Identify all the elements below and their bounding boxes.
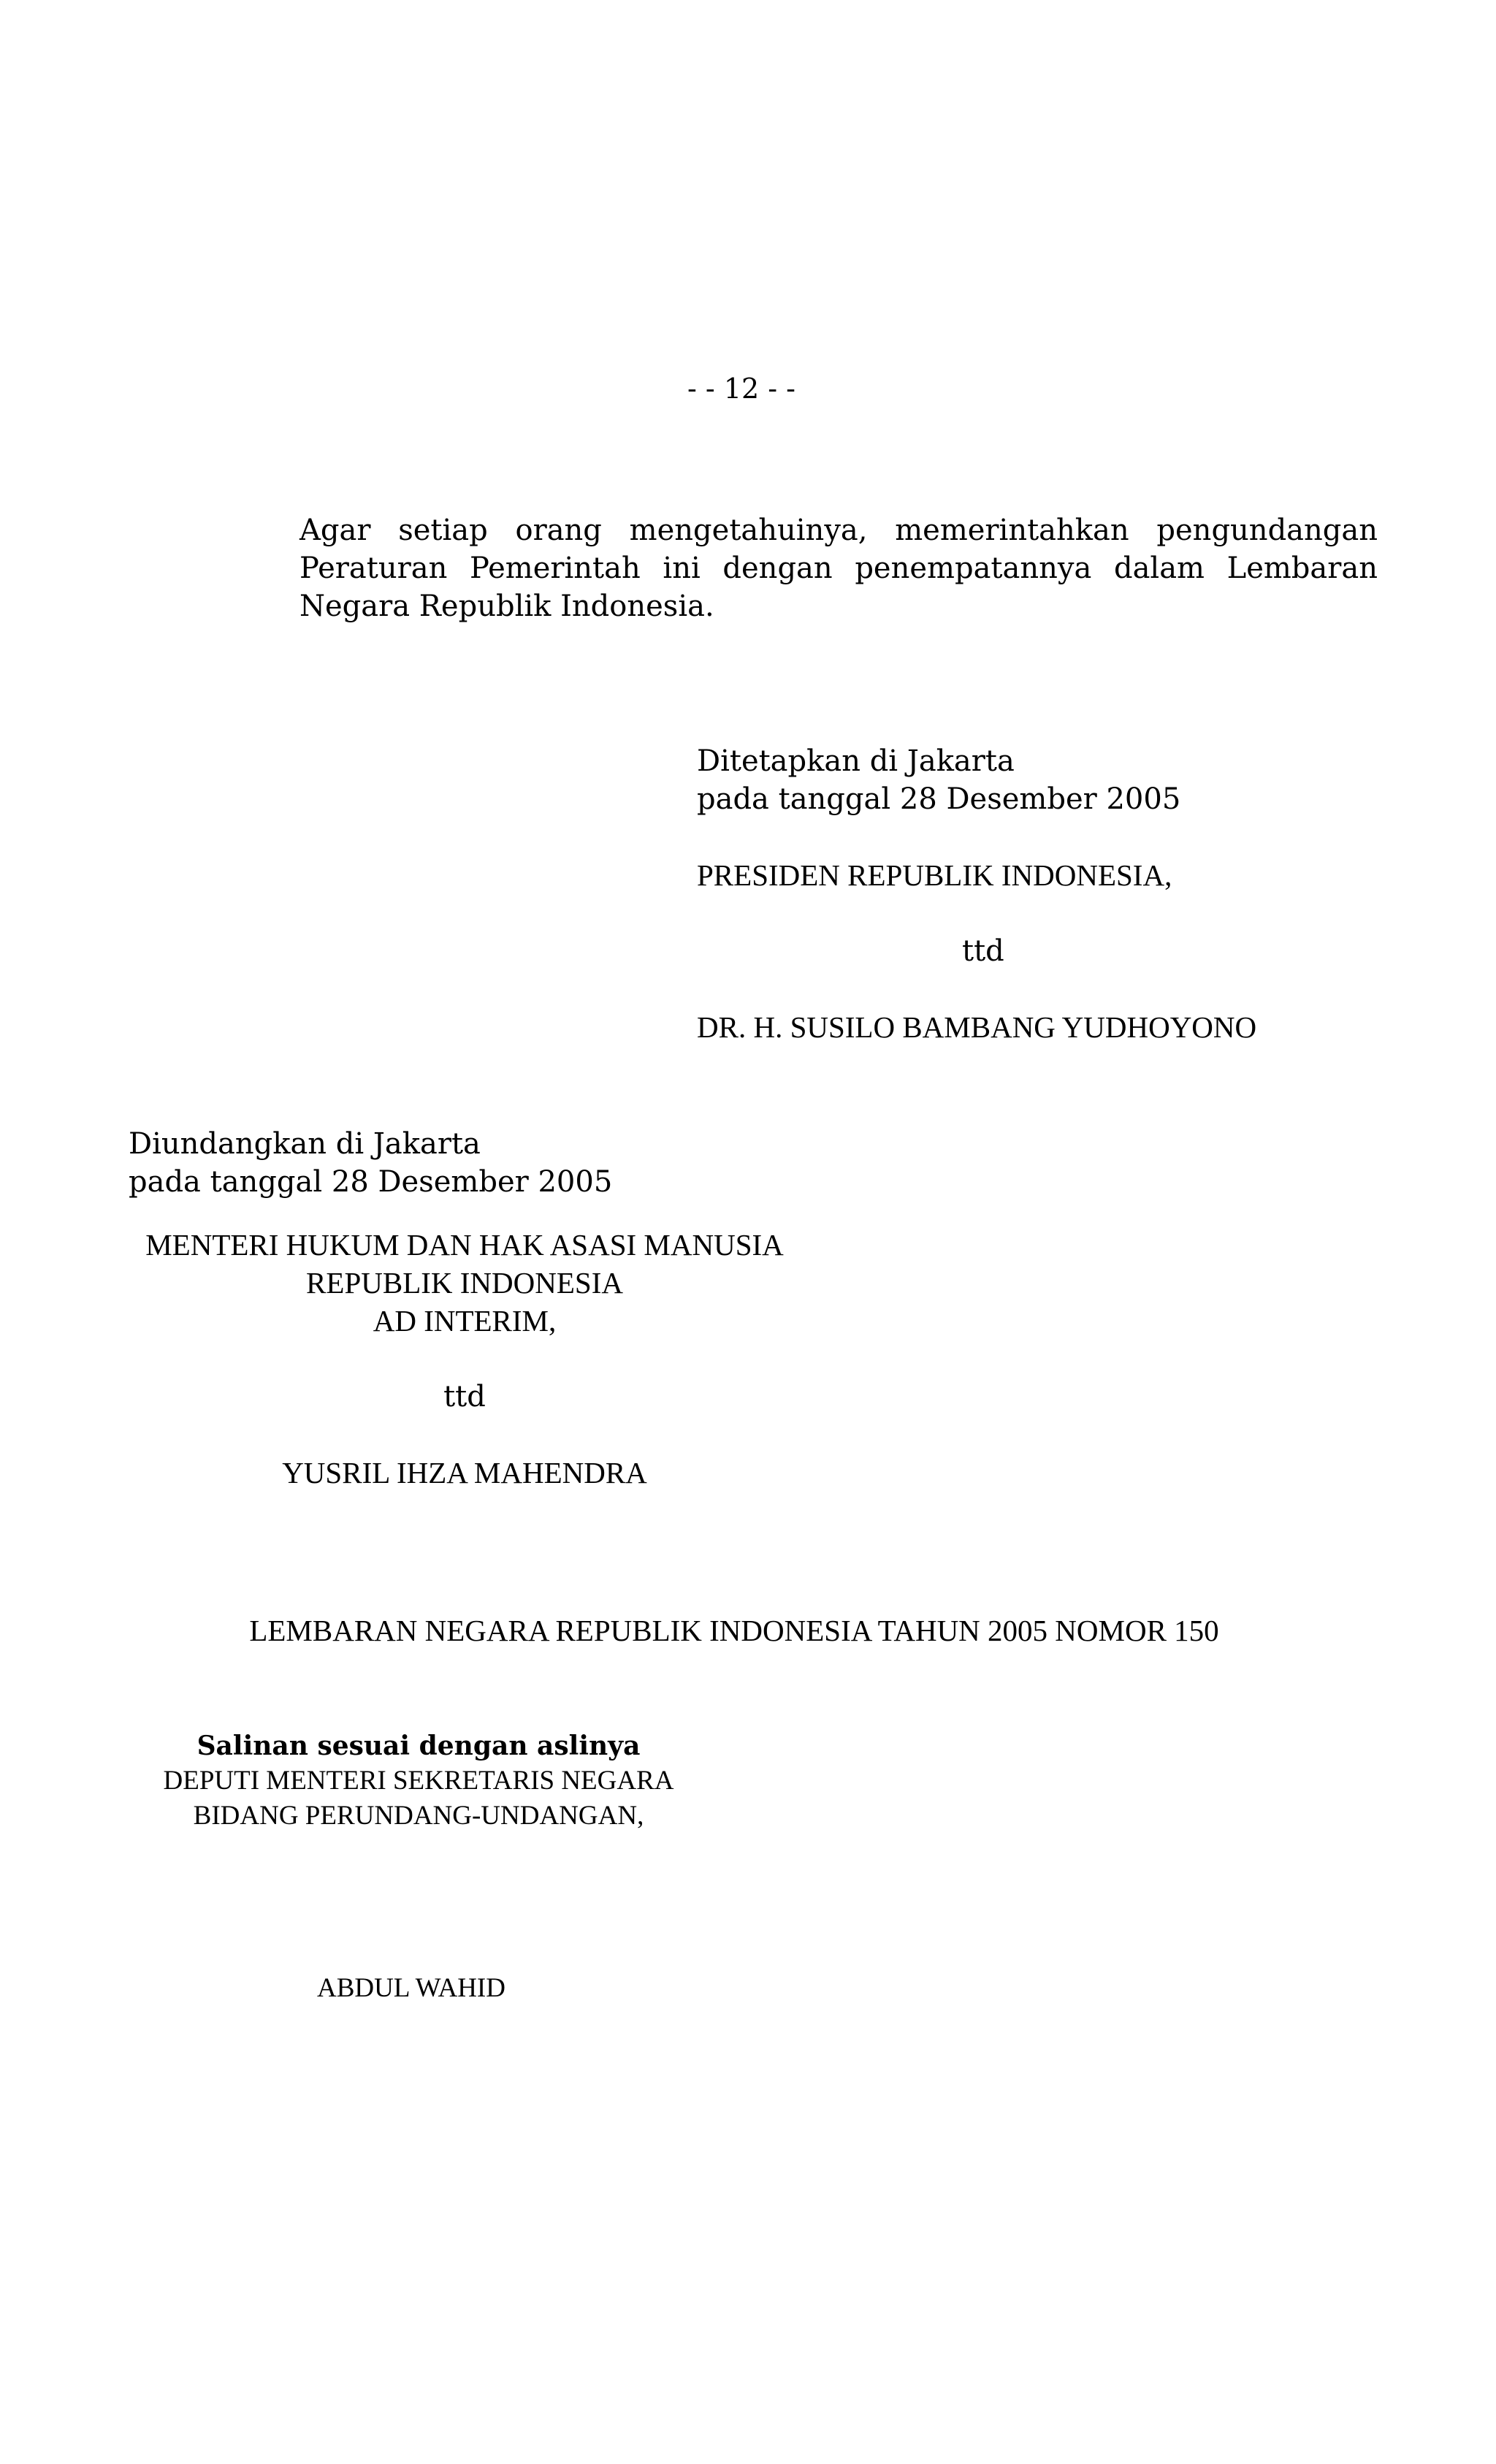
minister-office-line: MENTERI HUKUM DAN HAK ASASI MANUSIA [145, 1228, 784, 1262]
minister-signed-mark: ttd [443, 1380, 486, 1414]
president-office: PRESIDEN REPUBLIK INDONESIA, [697, 858, 1172, 892]
enactment-place: Ditetapkan di Jakarta [697, 744, 1015, 778]
closing-paragraph-line: Negara Republik Indonesia. [299, 590, 714, 623]
deputy-name: ABDUL WAHID [317, 1973, 505, 2003]
enactment-date: pada tanggal 28 Desember 2005 [697, 782, 1181, 816]
certified-copy-block [137, 1728, 700, 1834]
promulgation-place: Diundangkan di Jakarta [129, 1127, 481, 1161]
page-number: - - 12 - - [687, 373, 796, 405]
closing-paragraph [299, 511, 1378, 625]
minister-office-line: REPUBLIK INDONESIA [306, 1266, 623, 1300]
minister-office-line: AD INTERIM, [373, 1304, 557, 1338]
deputy-office-line: BIDANG PERUNDANG-UNDANGAN, [193, 1801, 644, 1831]
minister-name: YUSRIL IHZA MAHENDRA [282, 1456, 647, 1490]
president-name: DR. H. SUSILO BAMBANG YUDHOYONO [697, 1010, 1257, 1044]
closing-paragraph-line: Peraturan Pemerintah ini dengan penempatannya dalam Lembaran [299, 552, 1378, 585]
state-gazette-reference: LEMBARAN NEGARA REPUBLIK INDONESIA TAHUN 2005 NOMOR 150 [249, 1614, 1219, 1647]
certified-copy-heading: Salinan sesuai dengan aslinya [196, 1731, 641, 1761]
promulgation-date: pada tanggal 28 Desember 2005 [129, 1165, 613, 1199]
minister-signature-block [129, 1125, 801, 1492]
deputy-office-line: DEPUTI MENTERI SEKRETARIS NEGARA [163, 1766, 674, 1796]
closing-paragraph-line: Agar setiap orang mengetahuinya, memerintahkan pengundangan [299, 514, 1378, 547]
president-signature-block [697, 742, 1256, 1046]
minister-office [129, 1226, 801, 1492]
president-signed-mark: ttd [962, 934, 1004, 968]
